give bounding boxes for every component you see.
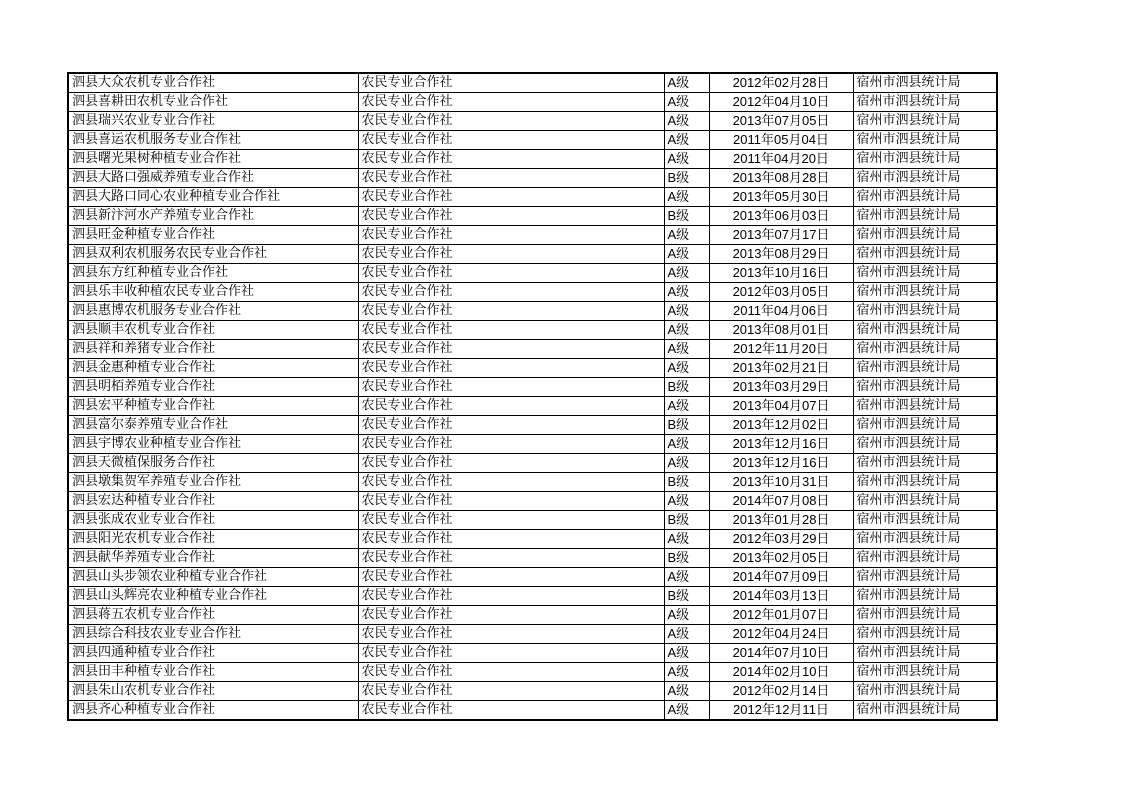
table-row — [68, 606, 997, 625]
grade-cell: B级 — [664, 587, 709, 606]
grade-cell: A级 — [664, 73, 709, 93]
table-row — [68, 73, 997, 93]
table-row — [68, 283, 997, 302]
table-row — [68, 625, 997, 644]
cooperative-name-cell: 泗县金惠种植专业合作社 — [68, 359, 358, 378]
cooperative-type-cell: 农民专业合作社 — [358, 435, 664, 454]
date-cell: 2013年07月17日 — [709, 226, 853, 245]
grade-cell: B级 — [664, 511, 709, 530]
authority-cell: 宿州市泗县统计局 — [853, 207, 997, 226]
cooperative-type-cell: 农民专业合作社 — [358, 245, 664, 264]
date-cell: 2013年10月16日 — [709, 264, 853, 283]
table-row — [68, 302, 997, 321]
cooperative-type-cell: 农民专业合作社 — [358, 530, 664, 549]
cooperative-name-cell: 泗县朱山农机专业合作社 — [68, 682, 358, 701]
grade-cell: A级 — [664, 568, 709, 587]
table-row — [68, 321, 997, 340]
cooperative-name-cell: 泗县四通种植专业合作社 — [68, 644, 358, 663]
authority-cell: 宿州市泗县统计局 — [853, 473, 997, 492]
table-row — [68, 226, 997, 245]
cooperative-name-cell: 泗县献华养殖专业合作社 — [68, 549, 358, 568]
cooperative-name-cell: 泗县大众农机专业合作社 — [68, 73, 358, 93]
authority-cell: 宿州市泗县统计局 — [853, 93, 997, 112]
authority-cell: 宿州市泗县统计局 — [853, 169, 997, 188]
cooperative-name-cell: 泗县明栢养殖专业合作社 — [68, 378, 358, 397]
cooperative-type-cell: 农民专业合作社 — [358, 397, 664, 416]
cooperative-name-cell: 泗县喜耕田农机专业合作社 — [68, 93, 358, 112]
cooperative-type-cell: 农民专业合作社 — [358, 568, 664, 587]
authority-cell: 宿州市泗县统计局 — [853, 321, 997, 340]
authority-cell: 宿州市泗县统计局 — [853, 264, 997, 283]
date-cell: 2012年12月11日 — [709, 701, 853, 721]
date-cell: 2013年02月21日 — [709, 359, 853, 378]
table-row — [68, 473, 997, 492]
table-row — [68, 701, 997, 721]
authority-cell: 宿州市泗县统计局 — [853, 625, 997, 644]
grade-cell: A级 — [664, 492, 709, 511]
authority-cell: 宿州市泗县统计局 — [853, 511, 997, 530]
cooperative-name-cell: 泗县天微植保服务合作社 — [68, 454, 358, 473]
grade-cell: A级 — [664, 131, 709, 150]
authority-cell: 宿州市泗县统计局 — [853, 435, 997, 454]
cooperative-name-cell: 泗县曙光果树种植专业合作社 — [68, 150, 358, 169]
table-row — [68, 511, 997, 530]
table-row — [68, 587, 997, 606]
table-row — [68, 454, 997, 473]
grade-cell: A级 — [664, 321, 709, 340]
cooperative-name-cell: 泗县双利农机服务农民专业合作社 — [68, 245, 358, 264]
cooperative-type-cell: 农民专业合作社 — [358, 701, 664, 721]
cooperative-type-cell: 农民专业合作社 — [358, 73, 664, 93]
cooperative-name-cell: 泗县大路口同心农业种植专业合作社 — [68, 188, 358, 207]
date-cell: 2013年08月01日 — [709, 321, 853, 340]
date-cell: 2013年06月03日 — [709, 207, 853, 226]
table-row — [68, 112, 997, 131]
grade-cell: A级 — [664, 359, 709, 378]
date-cell: 2013年02月05日 — [709, 549, 853, 568]
date-cell: 2013年08月29日 — [709, 245, 853, 264]
table-row — [68, 169, 997, 188]
cooperative-name-cell: 泗县墩集贺军养殖专业合作社 — [68, 473, 358, 492]
date-cell: 2012年01月07日 — [709, 606, 853, 625]
table-row — [68, 416, 997, 435]
date-cell: 2013年07月05日 — [709, 112, 853, 131]
date-cell: 2013年10月31日 — [709, 473, 853, 492]
grade-cell: A级 — [664, 245, 709, 264]
cooperative-type-cell: 农民专业合作社 — [358, 663, 664, 682]
table-row — [68, 663, 997, 682]
cooperative-type-cell: 农民专业合作社 — [358, 416, 664, 435]
cooperative-name-cell: 泗县齐心种植专业合作社 — [68, 701, 358, 721]
date-cell: 2013年12月16日 — [709, 435, 853, 454]
grade-cell: A级 — [664, 302, 709, 321]
cooperative-name-cell: 泗县蒋五农机专业合作社 — [68, 606, 358, 625]
authority-cell: 宿州市泗县统计局 — [853, 682, 997, 701]
authority-cell: 宿州市泗县统计局 — [853, 644, 997, 663]
table-row — [68, 397, 997, 416]
date-cell: 2013年12月16日 — [709, 454, 853, 473]
date-cell: 2014年07月10日 — [709, 644, 853, 663]
cooperative-type-cell: 农民专业合作社 — [358, 283, 664, 302]
cooperative-name-cell: 泗县阳光农机专业合作社 — [68, 530, 358, 549]
date-cell: 2014年03月13日 — [709, 587, 853, 606]
grade-cell: A级 — [664, 644, 709, 663]
authority-cell: 宿州市泗县统计局 — [853, 606, 997, 625]
cooperative-type-cell: 农民专业合作社 — [358, 112, 664, 131]
cooperative-type-cell: 农民专业合作社 — [358, 549, 664, 568]
date-cell: 2012年02月28日 — [709, 73, 853, 93]
authority-cell: 宿州市泗县统计局 — [853, 378, 997, 397]
table-row — [68, 530, 997, 549]
grade-cell: A级 — [664, 283, 709, 302]
date-cell: 2013年04月07日 — [709, 397, 853, 416]
date-cell: 2011年04月20日 — [709, 150, 853, 169]
cooperative-type-cell: 农民专业合作社 — [358, 169, 664, 188]
grade-cell: A级 — [664, 606, 709, 625]
date-cell: 2013年12月02日 — [709, 416, 853, 435]
cooperative-type-cell: 农民专业合作社 — [358, 188, 664, 207]
cooperative-name-cell: 泗县山头步领农业种植专业合作社 — [68, 568, 358, 587]
grade-cell: B级 — [664, 378, 709, 397]
grade-cell: B级 — [664, 169, 709, 188]
grade-cell: A级 — [664, 93, 709, 112]
cooperative-name-cell: 泗县乐丰收种植农民专业合作社 — [68, 283, 358, 302]
grade-cell: A级 — [664, 340, 709, 359]
cooperative-type-cell: 农民专业合作社 — [358, 321, 664, 340]
grade-cell: B级 — [664, 416, 709, 435]
cooperative-name-cell: 泗县张成农业专业合作社 — [68, 511, 358, 530]
cooperative-type-cell: 农民专业合作社 — [358, 492, 664, 511]
grade-cell: B级 — [664, 549, 709, 568]
cooperative-type-cell: 农民专业合作社 — [358, 359, 664, 378]
cooperative-name-cell: 泗县瑞兴农业专业合作社 — [68, 112, 358, 131]
table-body — [68, 73, 997, 720]
date-cell: 2012年11月20日 — [709, 340, 853, 359]
authority-cell: 宿州市泗县统计局 — [853, 549, 997, 568]
date-cell: 2013年03月29日 — [709, 378, 853, 397]
cooperative-type-cell: 农民专业合作社 — [358, 131, 664, 150]
grade-cell: A级 — [664, 625, 709, 644]
date-cell: 2012年02月14日 — [709, 682, 853, 701]
date-cell: 2012年04月10日 — [709, 93, 853, 112]
table-row — [68, 340, 997, 359]
authority-cell: 宿州市泗县统计局 — [853, 131, 997, 150]
table-row — [68, 93, 997, 112]
authority-cell: 宿州市泗县统计局 — [853, 587, 997, 606]
cooperative-name-cell: 泗县旺金种植专业合作社 — [68, 226, 358, 245]
cooperative-name-cell: 泗县祥和养猪专业合作社 — [68, 340, 358, 359]
grade-cell: B级 — [664, 207, 709, 226]
date-cell: 2014年02月10日 — [709, 663, 853, 682]
cooperative-name-cell: 泗县宏达种植专业合作社 — [68, 492, 358, 511]
table-row — [68, 131, 997, 150]
cooperative-name-cell: 泗县综合科技农业专业合作社 — [68, 625, 358, 644]
grade-cell: A级 — [664, 150, 709, 169]
cooperative-type-cell: 农民专业合作社 — [358, 606, 664, 625]
authority-cell: 宿州市泗县统计局 — [853, 701, 997, 721]
date-cell: 2012年03月05日 — [709, 283, 853, 302]
grade-cell: A级 — [664, 682, 709, 701]
cooperative-type-cell: 农民专业合作社 — [358, 625, 664, 644]
authority-cell: 宿州市泗县统计局 — [853, 416, 997, 435]
cooperative-name-cell: 泗县新汴河水产养殖专业合作社 — [68, 207, 358, 226]
cooperative-type-cell: 农民专业合作社 — [358, 340, 664, 359]
table-row — [68, 359, 997, 378]
cooperative-type-cell: 农民专业合作社 — [358, 473, 664, 492]
cooperative-name-cell: 泗县山头辉亮农业种植专业合作社 — [68, 587, 358, 606]
table-row — [68, 245, 997, 264]
cooperative-name-cell: 泗县富尔泰养殖专业合作社 — [68, 416, 358, 435]
cooperative-type-cell: 农民专业合作社 — [358, 644, 664, 663]
cooperative-name-cell: 泗县顺丰农机专业合作社 — [68, 321, 358, 340]
authority-cell: 宿州市泗县统计局 — [853, 568, 997, 587]
table-row — [68, 682, 997, 701]
date-cell: 2013年01月28日 — [709, 511, 853, 530]
cooperative-name-cell: 泗县东方红种植专业合作社 — [68, 264, 358, 283]
cooperative-name-cell: 泗县田丰种植专业合作社 — [68, 663, 358, 682]
grade-cell: A级 — [664, 701, 709, 721]
cooperative-type-cell: 农民专业合作社 — [358, 264, 664, 283]
authority-cell: 宿州市泗县统计局 — [853, 340, 997, 359]
grade-cell: A级 — [664, 188, 709, 207]
table-row — [68, 492, 997, 511]
authority-cell: 宿州市泗县统计局 — [853, 73, 997, 93]
authority-cell: 宿州市泗县统计局 — [853, 302, 997, 321]
table-row — [68, 150, 997, 169]
cooperative-type-cell: 农民专业合作社 — [358, 587, 664, 606]
table-row — [68, 549, 997, 568]
cooperative-type-cell: 农民专业合作社 — [358, 207, 664, 226]
table-row — [68, 378, 997, 397]
table-row — [68, 435, 997, 454]
cooperative-type-cell: 农民专业合作社 — [358, 682, 664, 701]
cooperative-type-cell: 农民专业合作社 — [358, 150, 664, 169]
cooperative-type-cell: 农民专业合作社 — [358, 454, 664, 473]
cooperative-name-cell: 泗县宏平种植专业合作社 — [68, 397, 358, 416]
date-cell: 2012年03月29日 — [709, 530, 853, 549]
grade-cell: A级 — [664, 264, 709, 283]
table-row — [68, 188, 997, 207]
cooperative-type-cell: 农民专业合作社 — [358, 93, 664, 112]
cooperative-type-cell: 农民专业合作社 — [358, 511, 664, 530]
grade-cell: A级 — [664, 435, 709, 454]
cooperative-name-cell: 泗县喜运农机服务专业合作社 — [68, 131, 358, 150]
date-cell: 2011年04月06日 — [709, 302, 853, 321]
grade-cell: A级 — [664, 226, 709, 245]
authority-cell: 宿州市泗县统计局 — [853, 663, 997, 682]
cooperative-table — [67, 72, 998, 721]
date-cell: 2012年04月24日 — [709, 625, 853, 644]
authority-cell: 宿州市泗县统计局 — [853, 530, 997, 549]
grade-cell: A级 — [664, 530, 709, 549]
cooperative-name-cell: 泗县惠博农机服务专业合作社 — [68, 302, 358, 321]
authority-cell: 宿州市泗县统计局 — [853, 188, 997, 207]
authority-cell: 宿州市泗县统计局 — [853, 245, 997, 264]
authority-cell: 宿州市泗县统计局 — [853, 150, 997, 169]
table-row — [68, 207, 997, 226]
grade-cell: A级 — [664, 112, 709, 131]
authority-cell: 宿州市泗县统计局 — [853, 226, 997, 245]
cooperative-name-cell: 泗县宇博农业种植专业合作社 — [68, 435, 358, 454]
table-row — [68, 568, 997, 587]
table-row — [68, 264, 997, 283]
grade-cell: B级 — [664, 473, 709, 492]
cooperative-type-cell: 农民专业合作社 — [358, 226, 664, 245]
grade-cell: A级 — [664, 397, 709, 416]
cooperative-type-cell: 农民专业合作社 — [358, 378, 664, 397]
date-cell: 2014年07月08日 — [709, 492, 853, 511]
grade-cell: A级 — [664, 454, 709, 473]
authority-cell: 宿州市泗县统计局 — [853, 397, 997, 416]
date-cell: 2013年08月28日 — [709, 169, 853, 188]
table-row — [68, 644, 997, 663]
authority-cell: 宿州市泗县统计局 — [853, 454, 997, 473]
date-cell: 2014年07月09日 — [709, 568, 853, 587]
cooperative-type-cell: 农民专业合作社 — [358, 302, 664, 321]
authority-cell: 宿州市泗县统计局 — [853, 283, 997, 302]
date-cell: 2013年05月30日 — [709, 188, 853, 207]
authority-cell: 宿州市泗县统计局 — [853, 112, 997, 131]
authority-cell: 宿州市泗县统计局 — [853, 492, 997, 511]
authority-cell: 宿州市泗县统计局 — [853, 359, 997, 378]
grade-cell: A级 — [664, 663, 709, 682]
date-cell: 2011年05月04日 — [709, 131, 853, 150]
cooperative-name-cell: 泗县大路口强威养殖专业合作社 — [68, 169, 358, 188]
